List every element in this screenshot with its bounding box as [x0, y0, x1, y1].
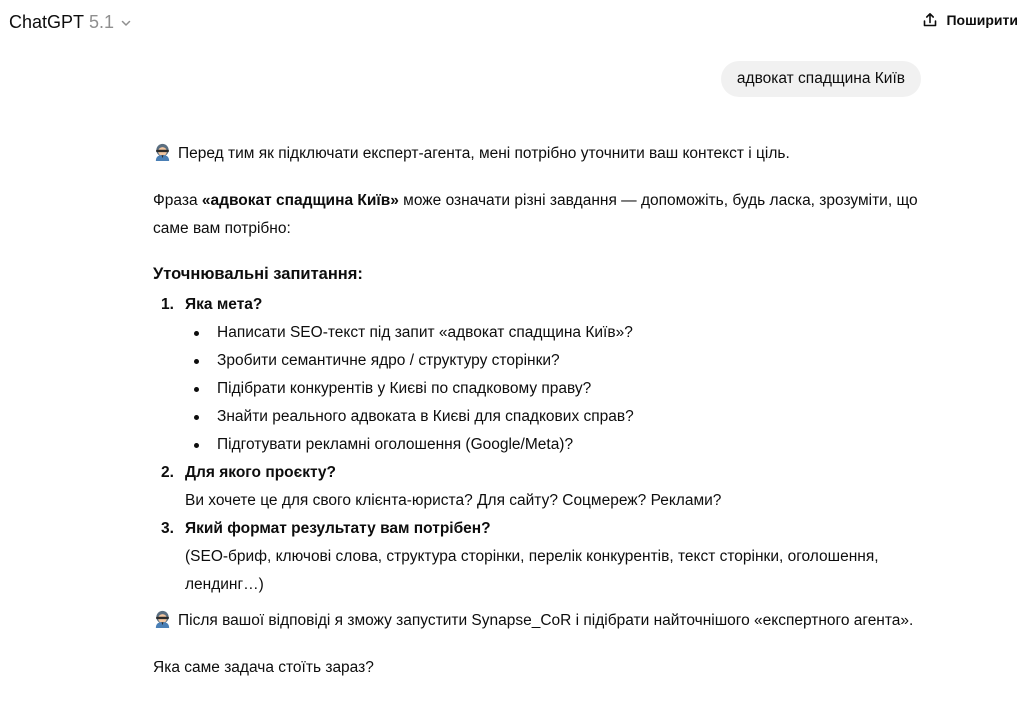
- phrase-paragraph: [153, 187, 923, 243]
- goal-bullets: [185, 319, 923, 459]
- chevron-down-icon: [120, 17, 132, 29]
- question-number: 3.: [161, 520, 174, 537]
- share-icon: [922, 12, 938, 28]
- top-bar: [0, 0, 1033, 48]
- model-selector[interactable]: [9, 12, 132, 33]
- question-item: [153, 291, 923, 459]
- agent-emoji-icon: [153, 609, 172, 638]
- app-name: ChatGPT: [9, 12, 85, 32]
- phrase-prefix: Фраза: [153, 192, 202, 209]
- intro-text: Перед тим як підключати експерт-агента, мені потрібно уточнити ваш контекст і ціль.: [178, 145, 790, 162]
- user-message-bubble: адвокат спадщина Київ: [721, 61, 921, 97]
- goal-bullet: Знайти реального адвоката в Києві для спадкових справ?: [185, 403, 923, 431]
- question-item: [153, 515, 923, 599]
- question-number: 1.: [161, 296, 174, 313]
- question-title: Яка мета?: [185, 296, 263, 313]
- share-button[interactable]: [922, 12, 1018, 28]
- goal-bullet: Підібрати конкурентів у Києві по спадковому праву?: [185, 375, 923, 403]
- question-detail: (SEO-бриф, ключові слова, структура сторінки, перелік конкурентів, текст сторінки, оголошення, лендинг…): [185, 548, 879, 593]
- question-item: [153, 459, 923, 515]
- final-question: Яка саме задача стоїть зараз?: [153, 659, 374, 676]
- after-text: Після вашої відповіді я зможу запустити Synapse_CoR і підібрати найточнішого «експертного агента».: [178, 612, 914, 629]
- goal-bullet: Написати SEO-текст під запит «адвокат спадщина Київ»?: [185, 319, 923, 347]
- model-version: 5.1: [89, 12, 115, 32]
- goal-bullet: Зробити семантичне ядро / структуру сторінки?: [185, 347, 923, 375]
- question-detail: Ви хочете це для свого клієнта-юриста? Для сайту? Соцмереж? Реклами?: [185, 492, 722, 509]
- agent-emoji-icon: [153, 142, 172, 171]
- after-paragraph: [153, 607, 923, 638]
- question-number: 2.: [161, 464, 174, 481]
- share-label: Поширити: [946, 12, 1018, 28]
- question-title: Для якого проєкту?: [185, 464, 337, 481]
- goal-bullet: Підготувати рекламні оголошення (Google/Meta)?: [185, 431, 923, 459]
- phrase-suffix: може означати різні завдання — допоможіть, будь ласка, зрозуміти, що саме вам потрібно:: [153, 192, 918, 237]
- phrase-bold: «адвокат спадщина Київ»: [201, 192, 399, 209]
- questions-heading: Уточнювальні запитання:: [153, 265, 363, 283]
- questions-list: [153, 291, 923, 599]
- question-title: Який формат результату вам потрібен?: [185, 520, 491, 537]
- assistant-message: [153, 140, 923, 682]
- intro-paragraph: [153, 140, 923, 171]
